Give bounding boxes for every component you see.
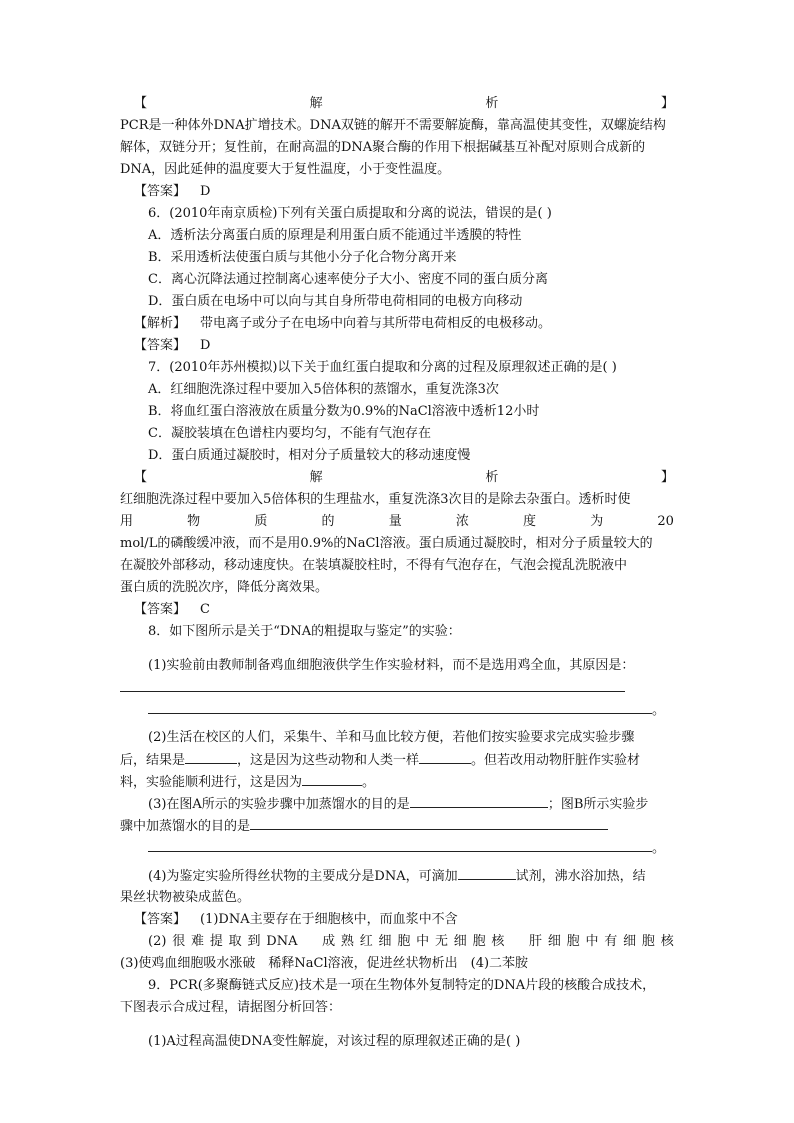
question-stem: 6．(2010年南京质检)下列有关蛋白质提取和分离的说法，错误的是( ) (148, 206, 552, 221)
option: C．离心沉降法通过控制离心速率使分子大小、密度不同的蛋白质分离 (148, 272, 548, 287)
bracket-open: 【 (134, 470, 148, 485)
answer-blank-line[interactable] (120, 677, 674, 699)
spread-char: 物 (187, 514, 201, 529)
answer-blank-line[interactable] (120, 699, 674, 721)
text-line: mol/L的磷酸缓冲液，而不是用0.9%的NaCl溶液。蛋白质通过凝胶时，相对分子质量较大的 (120, 536, 653, 551)
answer-label: 【答案】 (134, 338, 187, 353)
heading-char: 析 (485, 96, 499, 111)
text-line: 蛋白质的洗脱次序，降低分离效果。 (120, 580, 329, 595)
blank-result[interactable] (185, 749, 237, 764)
spread-char: 20 (657, 514, 674, 529)
answer-label: 【答案】 (134, 602, 187, 617)
document-page (120, 93, 674, 1053)
blank-figure-a[interactable] (410, 793, 548, 808)
heading-char: 析 (485, 470, 499, 485)
subquestion-1: (1)实验前由教师制备鸡血细胞液供学生作实验材料，而不是选用鸡全血，其原因是： (148, 658, 635, 673)
subquestion-1: (1)A过程高温使DNA变性解旋，对该过程的原理叙述正确的是( ) (148, 1034, 521, 1049)
option: B．将血红蛋白溶液放在质量分数为0.9%的NaCl溶液中透析12小时 (148, 404, 540, 419)
option: A．透析法分离蛋白质的原理是利用蛋白质不能通过半透膜的特性 (148, 228, 522, 243)
question-stem: 8．如下图所示是关于“DNA的粗提取与鉴定”的实验： (148, 624, 461, 639)
option: D．蛋白质在电场中可以向与其自身所带电荷相同的电极方向移动 (148, 294, 523, 309)
subquestion-2: (2)生活在校区的人们，采集牛、羊和马血比较方便，若他们按实验要求完成实验步骤 (148, 730, 635, 745)
option: A．红细胞洗涤过程中要加入5倍体积的蒸馏水，重复洗涤3次 (148, 382, 499, 397)
spread-char: 浓 (455, 514, 469, 529)
subquestion-4: (4)为鉴定实验所得丝状物的主要成分是DNA，可滴加 试剂，沸水浴加热，结 (120, 865, 674, 887)
question-stem-cont: 下图表示合成过程，请据图分析回答： (120, 1000, 342, 1015)
answer-line (120, 599, 674, 621)
answer-line (120, 909, 674, 931)
analysis-text: 带电离子或分子在电场中向着与其所带电荷相反的电极移动。 (200, 316, 552, 331)
answer-line (120, 181, 674, 203)
subquestion-2-line3: 料，实验能顺利进行，这是因为 。 (120, 771, 674, 793)
answer-label: 【答案】 (134, 184, 187, 199)
bracket-close: 】 (660, 470, 674, 485)
question-stem: 9．PCR(多聚酶链式反应)技术是一项在生物体外复制特定的DNA片段的核酸合成技术， (148, 978, 656, 993)
blank-figure-b[interactable] (250, 815, 608, 830)
subquestion-3-line2: 骤中加蒸馏水的目的是 (120, 815, 674, 837)
blank-line[interactable] (120, 677, 625, 692)
text-line: 在凝胶外部移动，移动速度快。在装填凝胶柱时，不得有气泡存在，气泡会搅乱洗脱液中 (120, 558, 628, 573)
answer-value: D (200, 184, 211, 199)
period: 。 (652, 841, 666, 856)
spread-char: 为 (590, 514, 604, 529)
answer-line (120, 335, 674, 357)
heading-char: 解 (309, 96, 323, 111)
spread-char: 量 (388, 514, 402, 529)
text-line: 红细胞洗涤过程中要加入5倍体积的生理盐水，重复洗涤3次目的是除去杂蛋白。透析时使 (120, 492, 631, 507)
spread-char: 用 (120, 514, 134, 529)
blank-reason[interactable] (419, 749, 471, 764)
blank-liver-reason[interactable] (302, 771, 362, 786)
option: B．采用透析法使蛋白质与其他小分子化合物分离开来 (148, 250, 457, 265)
subquestion-3: (3)在图A所示的实验步骤中加蒸馏水的目的是 ；图B所示实验步 (120, 793, 674, 815)
blank-line[interactable] (148, 837, 652, 852)
answer-line-3: (3)使鸡血细胞吸水涨破 稀释NaCl溶液，促进丝状物析出 (4)二苯胺 (120, 956, 529, 971)
blank-line[interactable] (148, 699, 652, 714)
spread-char: 质 (254, 514, 268, 529)
answer-label: 【答案】 (134, 912, 187, 927)
analysis-line (120, 313, 674, 335)
question-stem: 7．(2010年苏州模拟)以下关于血红蛋白提取和分离的过程及原理叙述正确的是( ) (148, 360, 617, 375)
heading-char: 解 (309, 470, 323, 485)
option: D．蛋白质通过凝胶时，相对分子质量较大的移动速度慢 (148, 448, 471, 463)
option: C．凝胶装填在色谱柱内要均匀，不能有气泡存在 (148, 426, 431, 441)
period: 。 (652, 703, 666, 718)
spread-char: 的 (321, 514, 335, 529)
spread-line (120, 511, 674, 533)
subquestion-2-line2: 后，结果是 ，这是因为这些动物和人类一样 。但若改用动物肝脏作实验材 (120, 749, 674, 771)
bracket-open: 【 (134, 96, 148, 111)
analysis-heading-1 (120, 93, 674, 115)
answer-value: C (200, 602, 210, 617)
analysis-label: 【解析】 (134, 316, 187, 331)
answer-spread-line: (2) 很 难 提 取 到 DNA 成 熟 红 细 胞 中 无 细 胞 核 肝 细 胞 中 有 细 胞 核 (148, 934, 674, 949)
text-line: PCR是一种体外DNA扩增技术。DNA双链的解开不需要解旋酶，靠高温使其变性，双螺旋结构 (120, 118, 666, 133)
subquestion-4-line2: 果丝状物被染成蓝色。 (120, 890, 251, 905)
answer-value: D (200, 338, 211, 353)
text-line: DNA，因此延伸的温度要大于复性温度，小于变性温度。 (120, 162, 451, 177)
analysis-heading-2 (120, 467, 674, 489)
bracket-close: 】 (660, 96, 674, 111)
answer-value: (1)DNA主要存在于细胞核中，而血浆中不含 (200, 912, 458, 927)
blank-reagent[interactable] (458, 865, 516, 880)
spread-char: 度 (523, 514, 537, 529)
answer-blank-line[interactable] (120, 837, 674, 859)
text-line: 解体，双链分开；复性前，在耐高温的DNA聚合酶的作用下根据碱基互补配对原则合成新的 (120, 140, 646, 155)
